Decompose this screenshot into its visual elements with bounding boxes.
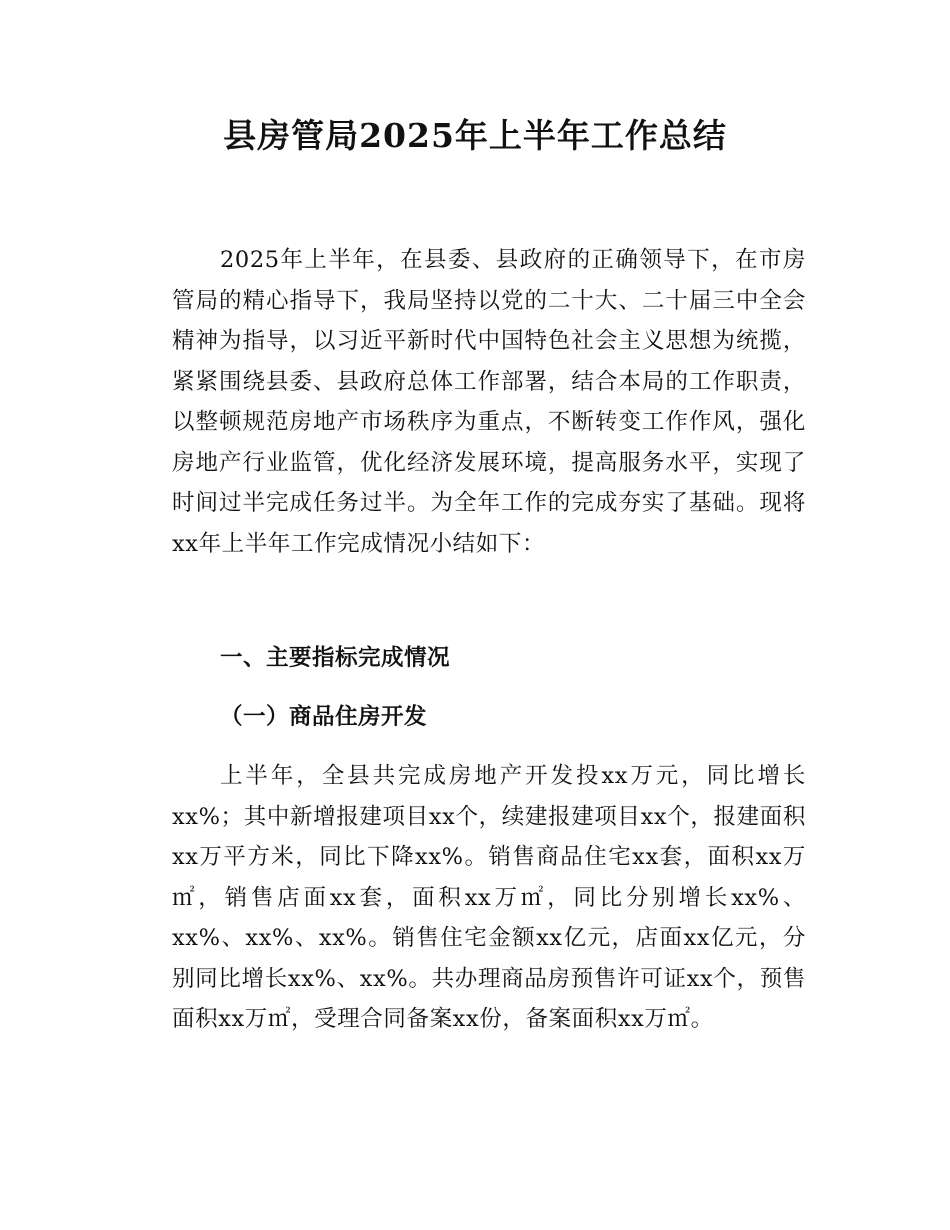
commercial-housing-paragraph: 上半年，全县共完成房地产开发投xx万元，同比增长xx%；其中新增报建项目xx个，续建报建项目xx个，报建面积xx万平方米，同比下降xx%。销售商品住宅xx套，面积xx万㎡，销售店面xx套，面积xx万㎡，同比分别增长xx%、xx%、xx%、xx%。销售住宅金额xx亿元，店面xx亿元，分别同比增长xx%、xx%。共办理商品房预售许可证xx个，预售面积xx万㎡，受理合同备案xx份，备案面积xx万㎡。 [172, 763, 806, 1032]
section-heading-main-indicators: 一、主要指标完成情况 [220, 645, 451, 671]
intro-paragraph: 2025年上半年，在县委、县政府的正确领导下，在市房管局的精心指导下，我局坚持以党的二十大、二十届三中全会精神为指导，以习近平新时代中国特色社会主义思想为统揽，紧紧围绕县委、县政府总体工作部署，结合本局的工作职责，以整顿规范房地产市场秩序为重点，不断转变工作作风，强化房地产行业监管，优化经济发展环境，提高服务水平，实现了时间过半完成任务过半。为全年工作的完成夯实了基础。现将xx年上半年工作完成情况小结如下： [172, 247, 806, 557]
subsection-heading-commercial-housing: （一）商品住房开发 [220, 704, 428, 730]
document-title: 县房管局2025年上半年工作总结 [223, 116, 727, 155]
